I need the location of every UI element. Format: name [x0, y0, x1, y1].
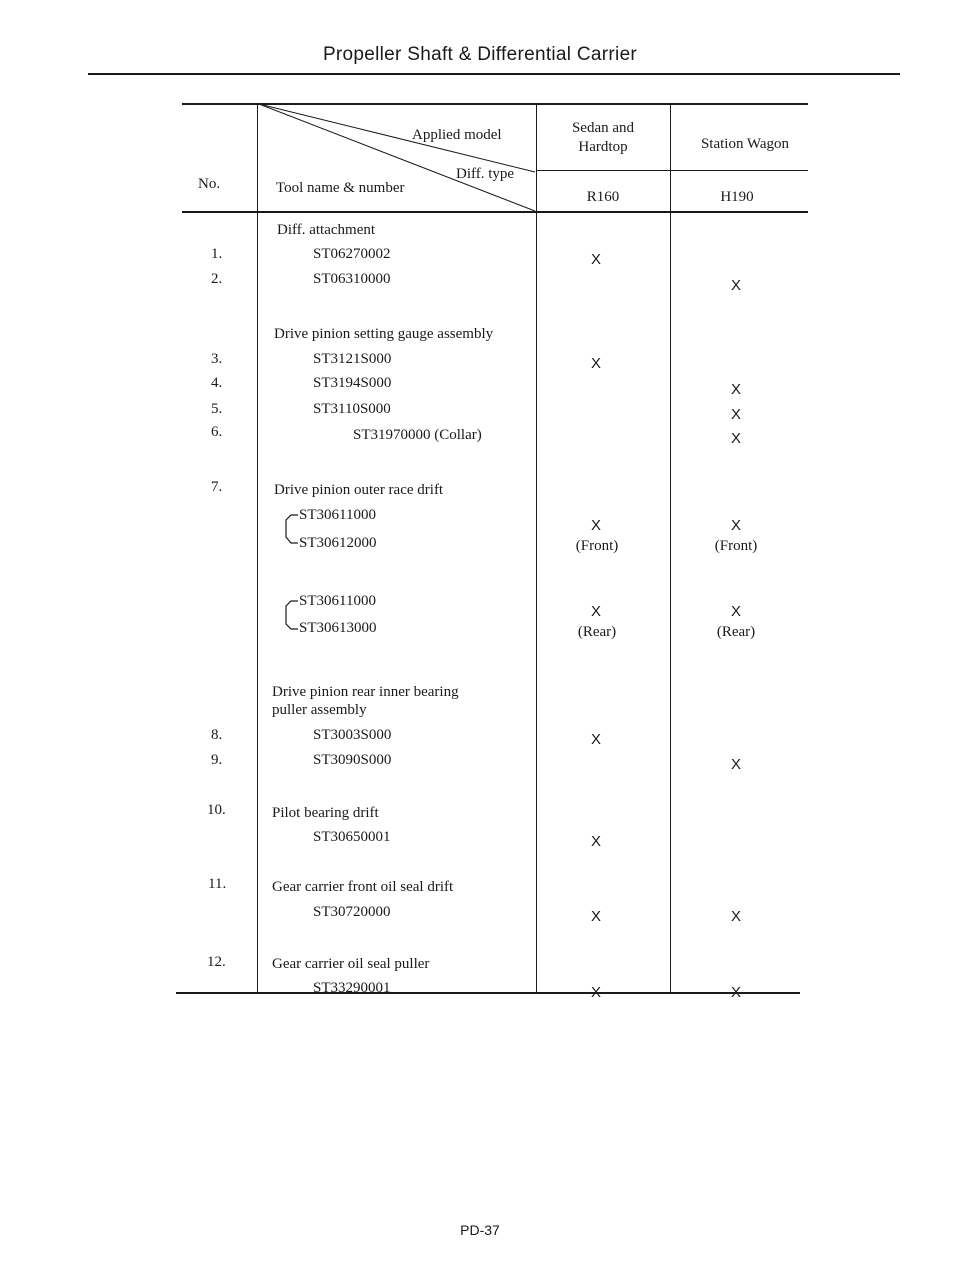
- tool-number: ST33290001: [313, 980, 391, 996]
- tool-number: ST30611000: [299, 593, 376, 609]
- mark-h190: X: [730, 984, 742, 1001]
- row-number: 8.: [211, 727, 223, 743]
- mark-h190: X: [730, 406, 742, 423]
- group-label: Diff. attachment: [277, 222, 376, 238]
- mark-r160: X: [590, 984, 602, 1001]
- mark-r160: X: [590, 251, 602, 268]
- diff-type-r160: R160: [586, 189, 620, 205]
- group-label: Drive pinion outer race drift: [274, 482, 444, 498]
- group-label: Drive pinion setting gauge assembly: [274, 326, 494, 342]
- tool-number: ST30720000: [313, 904, 391, 920]
- column-header-no: No.: [198, 176, 221, 192]
- mark-r160: X: [590, 731, 602, 748]
- diff-type-h190: H190: [720, 189, 754, 205]
- corner-tool-name: Tool name & number: [276, 180, 405, 196]
- corner-applied-model: Applied model: [412, 127, 502, 143]
- page-header-title: Propeller Shaft & Differential Carrier: [322, 44, 638, 65]
- row-number: 7.: [211, 479, 223, 495]
- row-number: 6.: [211, 424, 223, 440]
- mark-h190-note: (Rear): [716, 624, 756, 640]
- tool-number: ST31970000 (Collar): [353, 427, 482, 443]
- tool-number: ST3003S000: [313, 727, 392, 743]
- row-number: 9.: [211, 752, 223, 768]
- mark-r160: X: [590, 603, 602, 620]
- mark-r160-note: (Rear): [577, 624, 617, 640]
- column-header-sedan: Sedan and Hardtop: [571, 120, 635, 155]
- group-label: Gear carrier front oil seal drift: [272, 879, 454, 895]
- mark-r160: X: [590, 833, 602, 850]
- tool-number: ST06270002: [313, 246, 391, 262]
- row-number: 2.: [211, 271, 223, 287]
- group-label: Gear carrier oil seal puller: [272, 956, 430, 972]
- mark-h190-note: (Front): [714, 538, 758, 554]
- tool-number: ST30612000: [299, 535, 377, 551]
- tool-number: ST30650001: [313, 829, 391, 845]
- mark-r160-note: (Front): [575, 538, 619, 554]
- corner-diff-type: Diff. type: [456, 166, 515, 182]
- tool-number: ST30613000: [299, 620, 377, 636]
- mark-h190: X: [730, 603, 742, 620]
- mark-h190: X: [730, 430, 742, 447]
- row-number: 11.: [208, 876, 227, 892]
- row-number: 5.: [211, 401, 223, 417]
- mark-r160: X: [590, 908, 602, 925]
- mark-h190: X: [730, 908, 742, 925]
- page-number: PD-37: [460, 1222, 500, 1238]
- row-number: 4.: [211, 375, 223, 391]
- tool-number: ST30611000: [299, 507, 376, 523]
- tool-number: ST3110S000: [313, 401, 391, 417]
- group-label: Pilot bearing drift: [272, 805, 379, 821]
- tool-number: ST3090S000: [313, 752, 392, 768]
- mark-r160: X: [590, 517, 602, 534]
- tool-number: ST06310000: [313, 271, 391, 287]
- mark-h190: X: [730, 756, 742, 773]
- tool-number: ST3121S000: [313, 351, 392, 367]
- row-number: 12.: [207, 954, 226, 970]
- mark-h190: X: [730, 381, 742, 398]
- row-number: 1.: [211, 246, 223, 262]
- tool-number: ST3194S000: [313, 375, 392, 391]
- mark-h190: X: [730, 277, 742, 294]
- mark-h190: X: [730, 517, 742, 534]
- mark-r160: X: [590, 355, 602, 372]
- row-number: 10.: [207, 802, 226, 818]
- group-label: Drive pinion rear inner bearing puller assembly: [272, 684, 459, 718]
- row-number: 3.: [211, 351, 223, 367]
- column-header-wagon: Station Wagon: [700, 136, 790, 152]
